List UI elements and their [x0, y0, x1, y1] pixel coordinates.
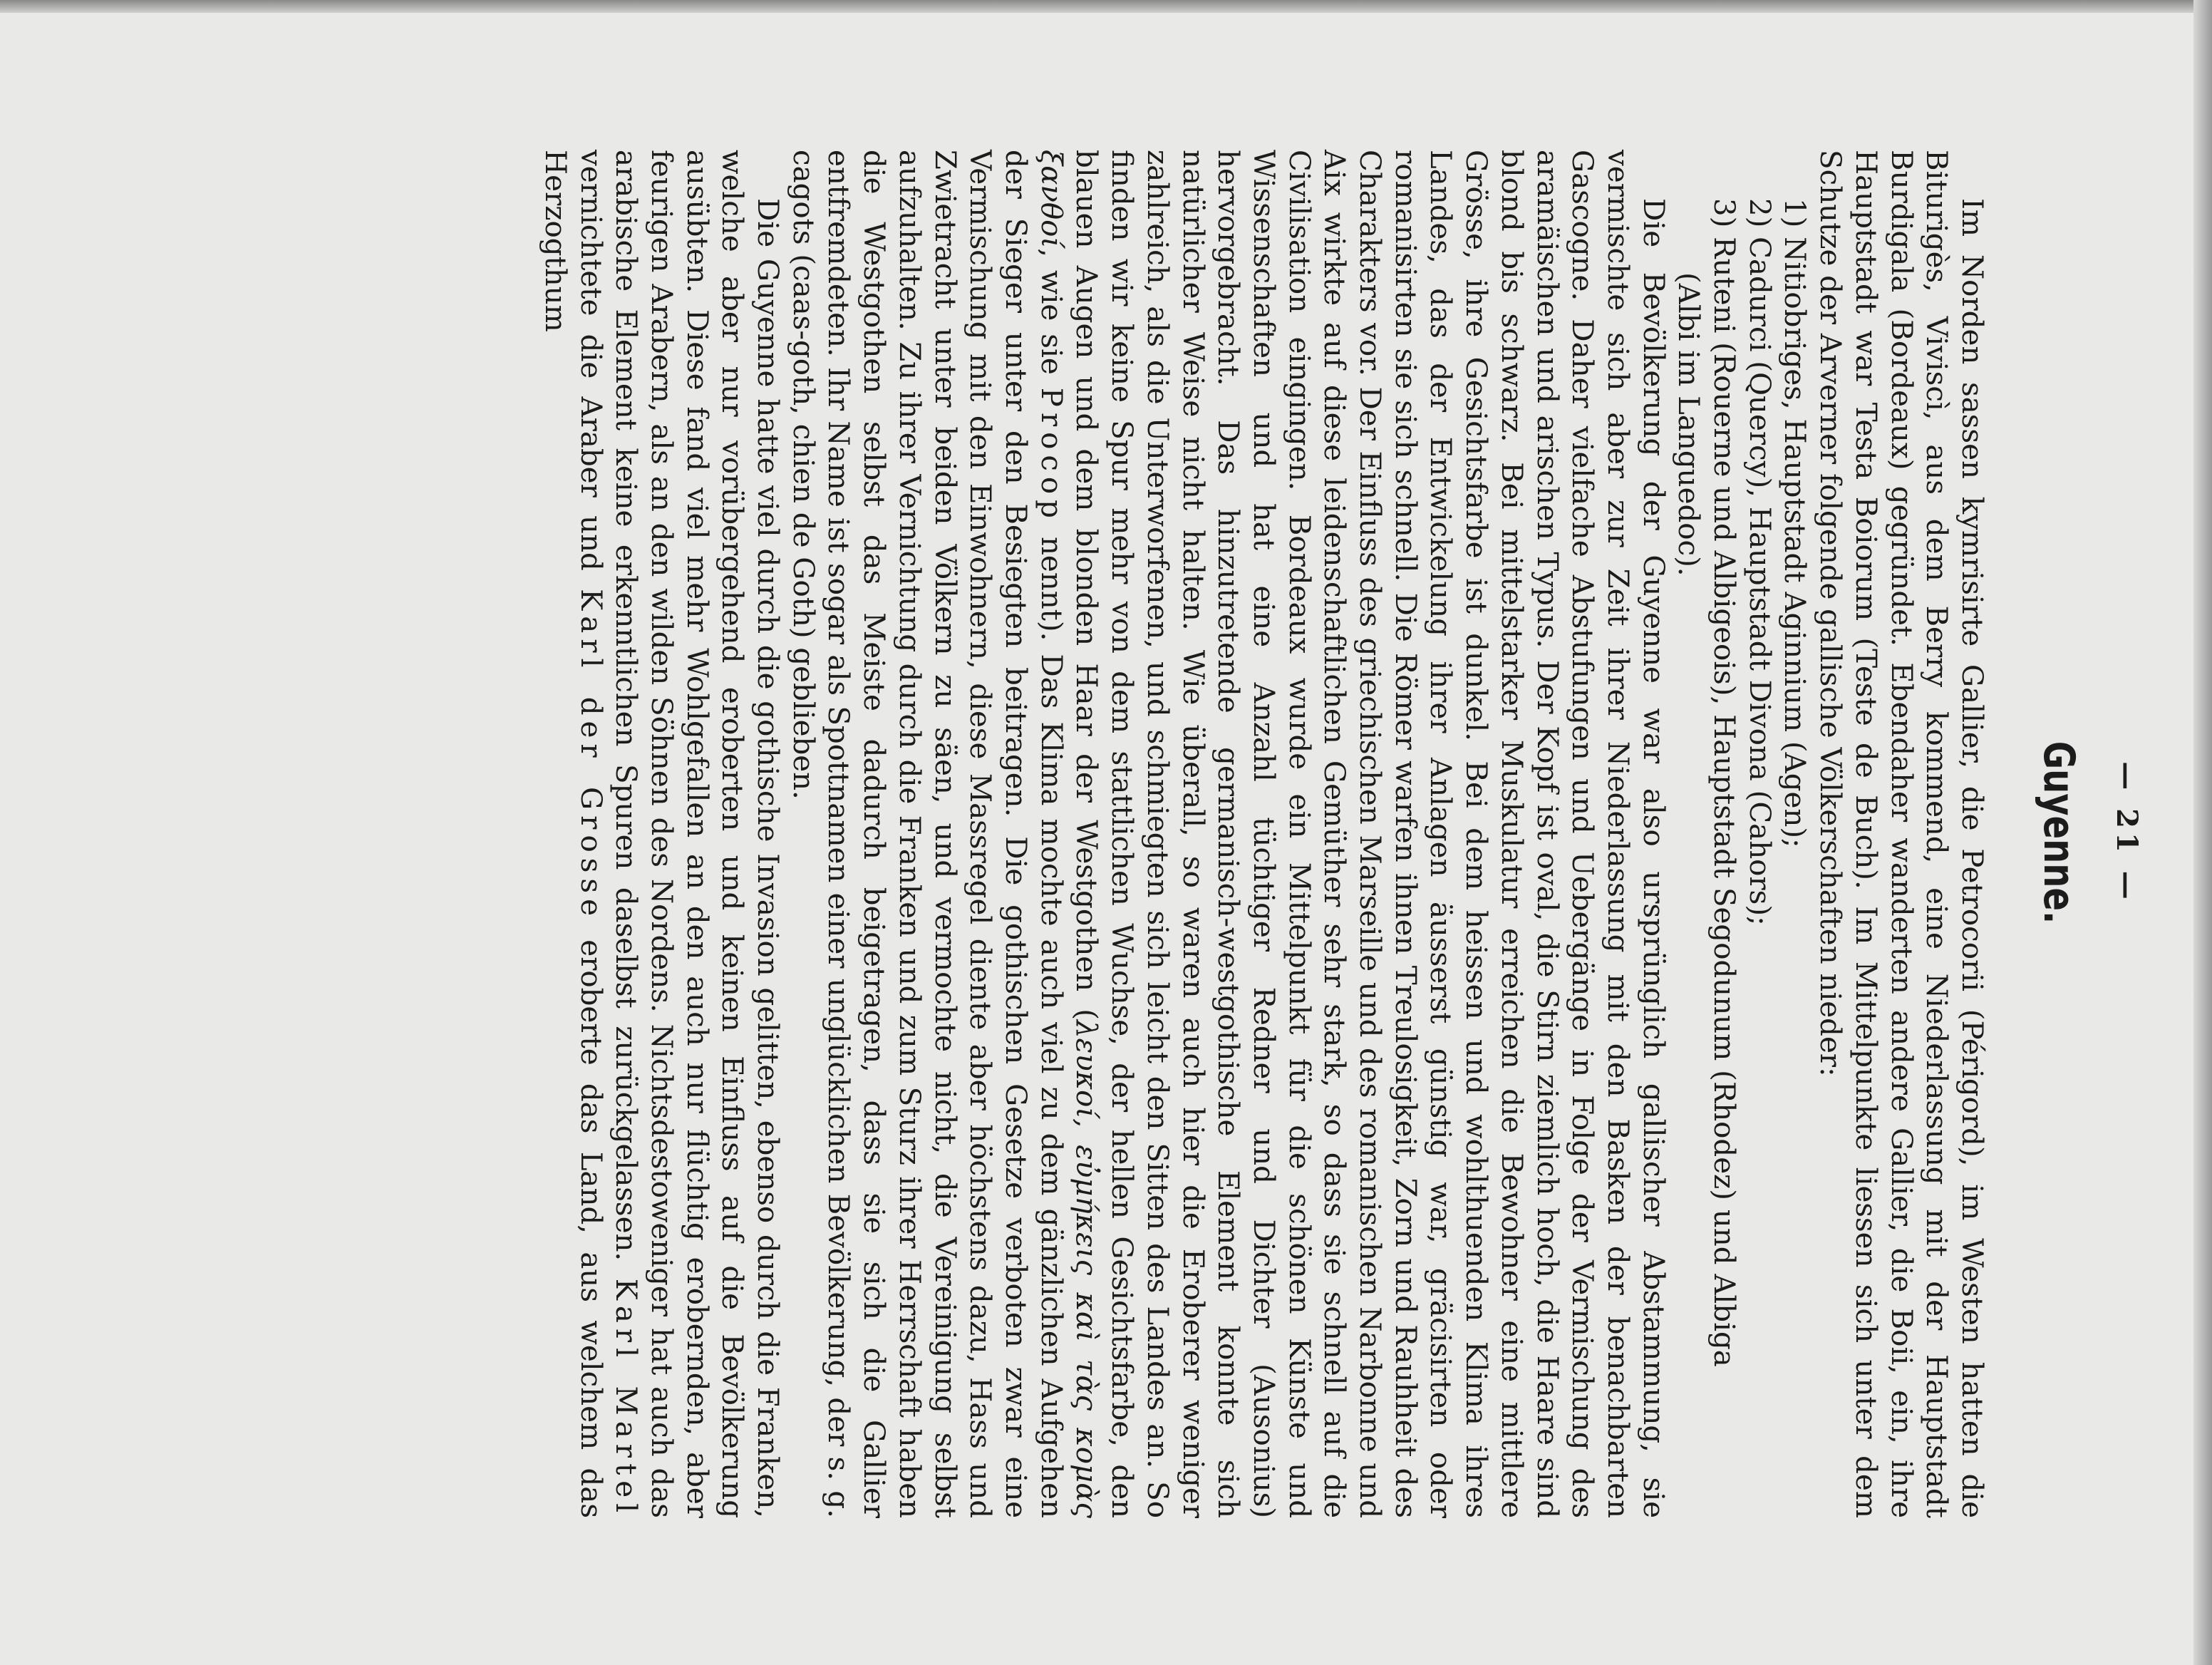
- name-procop: Procop: [1034, 387, 1068, 524]
- paragraph-population: [785, 150, 1671, 1518]
- page-number: — 21 —: [2110, 761, 2144, 904]
- paragraph-invasions-text-b: vernichtete die Araber und: [574, 150, 608, 589]
- paragraph-invasions: [537, 150, 785, 1518]
- list-item: 2) Cadurci (Quercy), Hauptstadt Divona (Cahors);: [1742, 198, 1777, 926]
- paragraph-population-text-b: , wie sie: [1034, 248, 1068, 388]
- list-continuation: (Albi im Languedoc).: [1672, 272, 1706, 577]
- paragraph-intro: Im Norden sassen kymrisirte Gallier, die Petrocorii (Périgord), im Westen hatten die Biturigès, Viviscì, aus dem Berry kommend, eine Niederlassung mit der Hauptstadt Burdigala (Bordeaux) gegründet. Ebendaher wanderten andere Gallier, die Boii, ein, ihre Hauptstadt war Testa Boiorum (Teste de Buch). Im Mittelpunkte liessen sich unter dem Schutze der Arverner folgende gallische Völkerschaften nieder:: [1814, 150, 1989, 1518]
- name-karl-martel: Karl Martel: [609, 1278, 644, 1519]
- paragraph-population-text-a: Die Bevölkerung der Guyenne war also ursprünglich gallischer Abstammung, sie vermischte sich aber zur Zeit ihrer Niederlassung mit den Basken der benachbarten Gascogne. Daher vielfache Abstufungen und Uebergänge in Folge der Vermischung des aramäischen und arischen Typus. Der Kopf ist oval, die Stirn ziemlich hoch, die Haare sind blond bis schwarz. Bei mittelstarker Muskulatur erreichen die Bewohner eine mittlere Grösse, ihre Gesichtsfarbe ist dunkel. Bei dem heissen und wohlthuenden Klima ihres Landes, das der Entwickelung ihrer Anlagen äusserst günstig war, gräcisirten oder romanisirten sie sich schnell. Die Römer warfen ihnen Treulosigkeit, Zorn und Rauhheit des Charakters vor. Der Einfluss des griechischen Marseille und des romanischen Narbonne und Aix wirkte auf diese leidenschaftlichen Gemüther sehr stark, so dass sie schnell auf die Civilisation eingingen. Bordeaux wurde ein Mittelpunkt für die schönen Künste und Wissenschaften und hat eine Anzahl tüchtiger Redner und Dichter (Ausonius) hervorgebracht. Das hinzutretende germanisch-westgothische Element konnte sich natürlicher Weise nicht halten. Wie überall, so waren auch hier die Eroberer weniger zahlreich, als die Unterworfenen, und schmiegten sich leicht den Sitten des Landes an. So finden wir keine Spur mehr von dem stattlichen Wuchse, der hellen Gesichtsfarbe, den blauen Augen und dem blonden Haar der Westgothen (: [1070, 150, 1670, 1518]
- paragraph-population-text-c: nennt). Das Klima mochte auch viel zu dem gänzlichen Aufgehen der Sieger unter den Besiegten beitragen. Die gothischen Gesetze verboten zwar eine Vermischung mit den Einwohnern, diese Massregel diente aber höchstens dazu, Hass und Zwietracht unter beiden Völkern zu säen, und vermochte nicht, die Vereinigung selbst aufzuhalten. Zu ihrer Vernichtung durch die Franken und zum Sturz ihrer Herrschaft haben die Westgothen selbst das Meiste dadurch beigetragen, dass sie sich die Gallier entfremdeten. Ihr Name ist sogar als Spottnamen einer unglücklichen Bevölkerung, der s. g. cagots (caas-goth, chien de Goth) geblieben.: [786, 150, 1068, 1518]
- greek-quote: λευκοί, εὐμήκεις καὶ τὰς κομὰς ξανθοί: [1034, 150, 1104, 1518]
- body-text: [537, 150, 1990, 1518]
- chapter-title: Guyenne.: [2034, 741, 2084, 924]
- name-karl-der-grosse: Karl der Grosse: [574, 589, 608, 922]
- paragraph-invasions-text-c: eroberte das Land, aus welchem das Herzogthum: [538, 150, 608, 1518]
- list-item: 1) Nitiobriges, Hauptstadt Aginnium (Agen);: [1778, 198, 1812, 848]
- tribe-list: [1671, 150, 1813, 1518]
- list-item: 3) Ruteni (Rouerne und Albigeois), Hauptstadt Segodunum (Rhodez) und Albiga: [1707, 198, 1742, 1367]
- paragraph-invasions-text-a: Die Guyenne hatte viel durch die gothische Invasion gelitten, ebenso durch die Franken, welche aber nur vorübergehend eroberten und keinen Einfluss auf die Bevölkerung ausübten. Diese fand viel mehr Wohlgefallen an den auch nur flüchtig erobernden, aber feurigen Arabern, als an den wilden Söhnen des Nordens. Nichtsdestoweniger hat auch das arabische Element keine erkenntlichen Spuren daselbst zurückgelassen.: [609, 150, 785, 1518]
- list-item-continuation: [1671, 150, 1707, 1518]
